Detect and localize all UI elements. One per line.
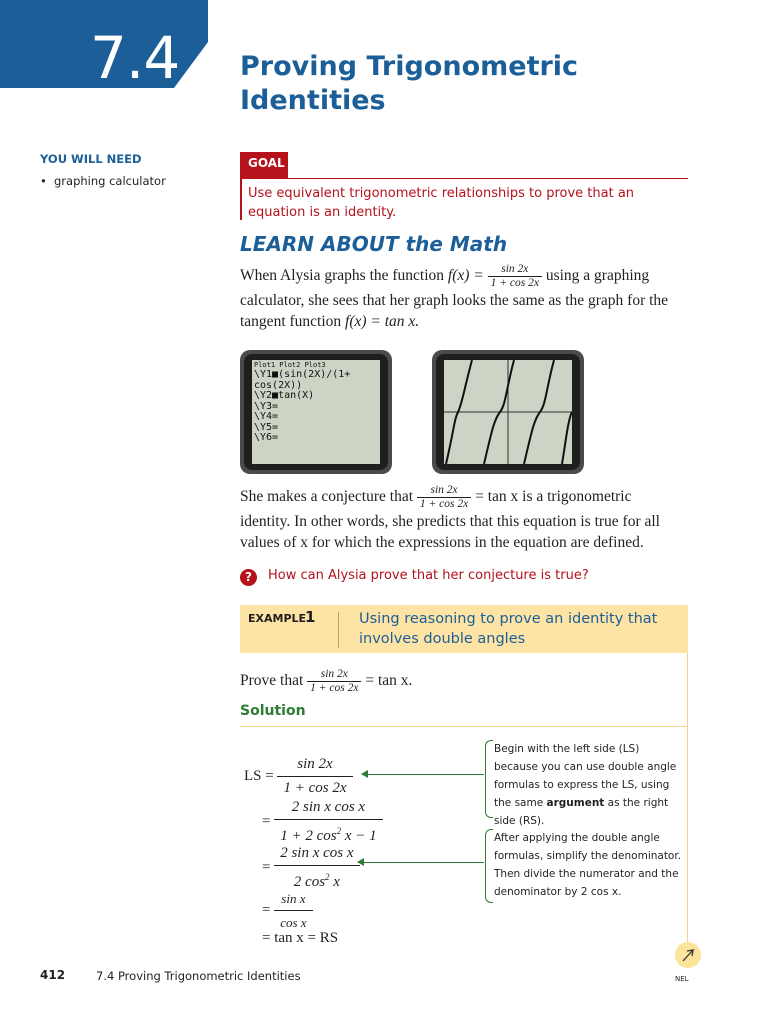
prove-numerator: sin 2x: [307, 668, 361, 682]
prove-after: = tan x.: [365, 672, 413, 690]
prove-fraction: [307, 668, 361, 695]
step4-denominator: cos x: [280, 915, 307, 930]
solution-heading: Solution: [240, 703, 306, 719]
learn-heading-strong: LEARN ABOUT: [240, 232, 399, 256]
note-1-arrow: [362, 774, 484, 775]
note-1-keyword: argument: [546, 797, 605, 809]
derivation-step-3: [262, 844, 360, 892]
step1-denominator: 1 + cos 2x: [283, 780, 347, 796]
section-tab: [0, 0, 208, 92]
learn-paragraph-1: [240, 263, 680, 332]
tangent-graph: [444, 360, 572, 464]
p1-denominator: 1 + cos 2x: [490, 277, 539, 289]
calc-line: \Y2■tan(X): [254, 390, 315, 401]
goal-left-rule: [240, 178, 242, 220]
p2-fraction: [417, 484, 471, 511]
step2-den-b: x − 1: [341, 828, 377, 844]
step3-fraction: [274, 844, 359, 892]
step2-denominator: [274, 820, 382, 846]
note-1: [494, 740, 684, 830]
note-1-brace: [485, 740, 493, 818]
derivation-step-4: [262, 889, 313, 932]
step1-numerator: sin 2x: [277, 755, 352, 777]
equals-sign: =: [262, 901, 271, 918]
example-number: 1: [305, 608, 316, 626]
learn-heading-rest: the Math: [405, 232, 508, 256]
step3-den-sup: 2: [325, 872, 330, 882]
p2-numerator: sin 2x: [417, 484, 471, 498]
calc-line: Plot1 Plot2 Plot3: [254, 361, 326, 369]
calc-line: \Y4=: [254, 411, 279, 422]
learn-paragraph-2: [240, 484, 680, 553]
example-label: EXAMPLE: [248, 612, 307, 625]
calc-line: cos(2X)): [254, 379, 303, 391]
step4-numerator: sin x: [274, 889, 312, 911]
goal-label: GOAL: [240, 152, 288, 178]
ls-label: LS =: [244, 767, 274, 784]
prove-before: Prove that: [240, 672, 304, 690]
calc-line: \Y3=: [254, 400, 279, 412]
note-2-arrow: [358, 862, 484, 863]
step3-den-b: x: [329, 874, 340, 890]
example-title: Using reasoning to prove an identity that involves double angles: [359, 611, 658, 647]
note-2: After applying the double angle formulas, simplify the denominator. Then divide the numerator and the denominator by 2 cos x.: [494, 832, 682, 898]
you-will-need-heading: YOU WILL NEED: [40, 152, 142, 166]
calc-line: \Y1■(sin(2X)/(1+: [254, 369, 351, 380]
example-divider: [338, 612, 339, 648]
step3-den-a: 2 cos: [293, 874, 326, 890]
question-icon: ?: [240, 569, 257, 586]
p1-tail: f(x) = tan x.: [345, 313, 420, 330]
section-number: 7.4: [90, 24, 180, 92]
example-right-rule: [687, 653, 688, 953]
footer-title: 7.4 Proving Trigonometric Identities: [96, 969, 301, 983]
goal-text: Use equivalent trigonometric relationships to prove that an equation is an identity.: [248, 186, 635, 220]
p1-text-after: using a graphing calculator, she sees that her graph looks the same as the graph for the tangent function: [240, 267, 669, 330]
calculator-editor-screenshot: [240, 350, 392, 474]
equals-sign: =: [262, 813, 271, 830]
p2-denominator: 1 + cos 2x: [419, 498, 469, 510]
pointer-icon: [675, 942, 701, 968]
derivation-step-1: [244, 755, 353, 798]
step2-numerator: 2 sin x cos x: [274, 798, 382, 820]
prove-statement: [240, 668, 680, 695]
key-question: How can Alysia prove that her conjecture is true?: [268, 568, 589, 583]
you-will-need-list: [40, 174, 166, 188]
note-1-text: Begin with the left side (LS) because you can use double angle formulas to express the LS, using the same: [494, 743, 677, 809]
equals-sign: =: [262, 859, 271, 876]
calculator-screen: [252, 360, 380, 464]
page-number: 412: [40, 968, 66, 982]
derivation-step-2: [262, 798, 383, 846]
note-1-text-end: as the right side (RS).: [494, 797, 669, 827]
step4-fraction: [274, 889, 312, 932]
note-2-brace: [485, 829, 493, 903]
p2-text-after: = tan x is a trigonometric identity. In other words, she predicts that this equation is true for all values of x for which the expressions in the equation are defined.: [240, 488, 660, 551]
calc-line: \Y5=: [254, 421, 279, 433]
step2-den-sup: 2: [336, 826, 342, 836]
step2-den-a: 1 + 2 cos: [280, 828, 337, 844]
p1-numerator: sin 2x: [488, 263, 542, 277]
calculator-graph-screenshot: [432, 350, 584, 474]
p2-text-before: She makes a conjecture that: [240, 488, 414, 506]
cursor-icon: [675, 942, 701, 968]
p1-fraction: [488, 263, 542, 290]
p1-text-before: When Alysia graphs the function: [240, 267, 445, 285]
p1-function: f(x) =: [447, 267, 484, 285]
publisher-label: NEL: [675, 975, 689, 983]
bullet-icon: •: [40, 174, 47, 188]
list-item: [40, 174, 166, 188]
step2-fraction: [274, 798, 382, 846]
prove-denominator: 1 + cos 2x: [310, 682, 359, 694]
list-item-label: graphing calculator: [54, 174, 166, 188]
step3-numerator: 2 sin x cos x: [274, 844, 359, 866]
step1-fraction: [277, 755, 352, 798]
derivation-final: = tan x = RS: [262, 930, 339, 946]
learn-heading: [240, 232, 507, 256]
calculator-graph-screen: [444, 360, 572, 464]
calc-line: \Y6=: [254, 432, 279, 443]
solution-rule: [240, 726, 688, 727]
goal-rule: [240, 178, 688, 179]
page-title: Proving Trigonometric Identities: [240, 51, 579, 116]
